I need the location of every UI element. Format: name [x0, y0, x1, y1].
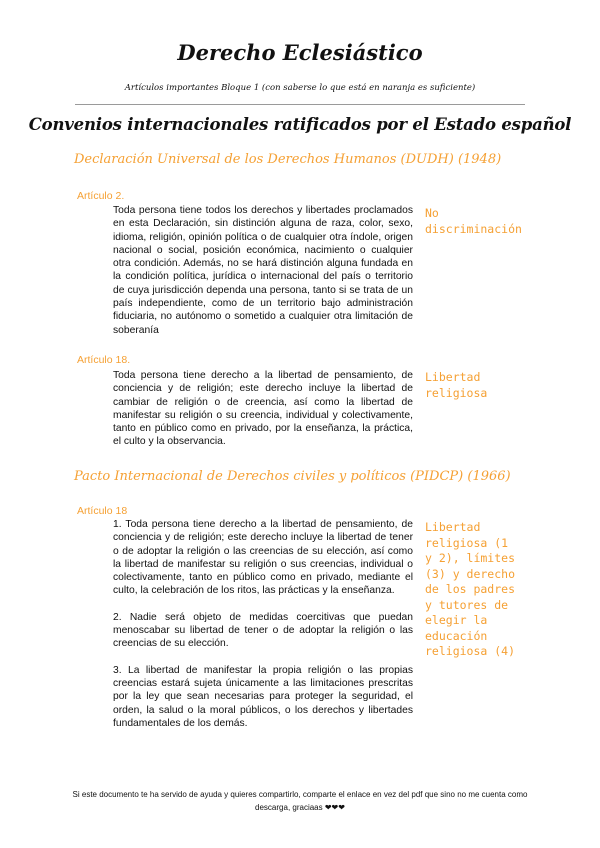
margin-note-no-discriminacion: No discriminación: [425, 206, 522, 236]
footer-note: Si este documento te ha servido de ayuda y quieres compartirlo, comparte el enlace en vez del pdf que sino no me cuenta como descarga, graciaas ❤❤❤: [72, 790, 528, 812]
document-title: Derecho Eclesiástico: [177, 40, 423, 65]
main-heading: Convenios internacionales ratificados por el Estado español: [28, 115, 572, 134]
article-paragraph: Toda persona tiene derecho a la libertad de pensamiento, de conciencia y de religión; este derecho incluye la libertad de cambiar de religión o de creencia, así como la libertad de manifestar su religión o su creencia, individual y colectivamente, tanto en público como en privado, por la enseñanza, la práctica, el culto y la observancia.: [113, 370, 413, 448]
article-body-pidcp-18: [113, 518, 413, 743]
article-body-dudh-2: [113, 204, 413, 350]
article-body-dudh-18: [113, 369, 413, 462]
article-label-dudh-2: Artículo 2.: [77, 190, 125, 202]
section-heading-dudh: Declaración Universal de los Derechos Humanos (DUDH) (1948): [74, 152, 502, 167]
article-label-pidcp-18: Artículo 18: [77, 505, 128, 517]
article-paragraph-2: 2. Nadie será objeto de medidas coercitivas que puedan menoscabar su libertad de tener o de adoptar la religión o las creencias de su elección.: [113, 611, 413, 650]
document-subtitle: Artículos importantes Bloque 1 (con saberse lo que está en naranja es suficiente): [124, 83, 476, 93]
header-divider: [75, 104, 525, 105]
article-paragraph-1: 1. Toda persona tiene derecho a la libertad de pensamiento, de conciencia y de religión; este derecho incluye la libertad de tener o de adoptar la religión o las creencias de su elección, así como la libertad de manifestar su religión o sus creencias, individual o colectivamente, tanto en público como en privado, mediante el culto, la celebración de los ritos, las prácticas y la enseñanza.: [113, 519, 413, 597]
article-label-dudh-18: Artículo 18.: [77, 354, 131, 366]
margin-note-libertad-religiosa: Libertad religiosa: [425, 370, 488, 400]
article-paragraph-3: 3. La libertad de manifestar la propia religión o las propias creencias estará sujeta únicamente a las limitaciones prescritas por la ley que sean necesarias para proteger la seguridad, el orden, la salud o la moral públicos, o los derechos y libertades fundamentales de los demás.: [113, 664, 413, 729]
article-paragraph: Toda persona tiene todos los derechos y libertades proclamados en esta Declaración, sin distinción alguna de raza, color, sexo, idioma, religión, opinión política o de cualquier otra índole, origen nacional o social, posición económica, nacimiento o cualquier otra condición. Además, no se hará distinción alguna fundada en la condición política, jurídica o internacional del país o territorio de cuya jurisdicción dependa una persona, tanto si se trata de un país independiente, como de un territorio bajo administración fiduciaria, no autónomo o sometido a cualquier otra limitación de soberanía: [113, 205, 413, 336]
section-heading-pidcp: Pacto Internacional de Derechos civiles y políticos (PIDCP) (1966): [74, 469, 511, 484]
margin-note-pidcp: Libertad religiosa (1 y 2), límites (3) y derecho de los padres y tutores de elegir la educación religiosa (4): [425, 520, 516, 658]
